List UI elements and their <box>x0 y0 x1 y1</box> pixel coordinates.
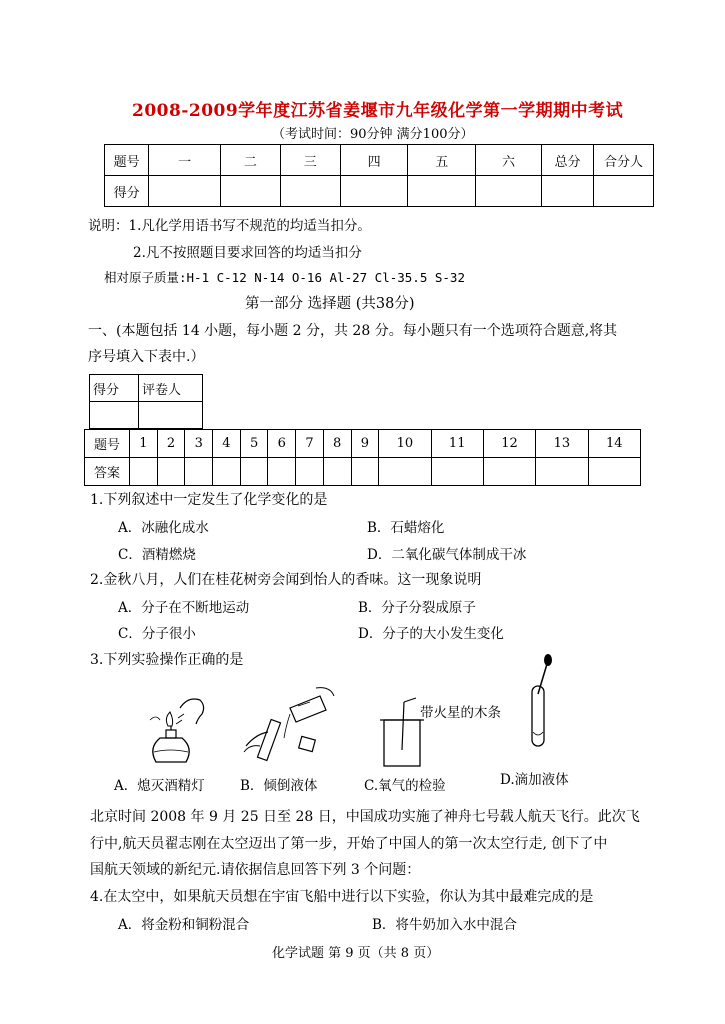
score-row-label: 得分 <box>105 176 149 207</box>
splint-label: 带火星的木条 <box>420 705 501 721</box>
score-table-score-row <box>105 176 654 207</box>
q2-option-c: C．分子很小 <box>118 626 196 642</box>
answer-number-cell: 7 <box>296 430 324 458</box>
q2-stem: 2.金秋八月，人们在桂花树旁会闻到怡人的香味。这一现象说明 <box>90 572 482 588</box>
section-instruction-1: 一、(本题包括 14 小题，每小题 2 分，共 28 分。每小题只有一个选项符合题意,将其 <box>88 323 618 339</box>
q1-option-a: A．冰融化成水 <box>118 520 209 536</box>
answer-number-cell: 12 <box>483 430 535 458</box>
q1-option-b: B．石蜡熔化 <box>367 520 445 536</box>
page-footer: 化学试题 第 9 页（共 8 页） <box>272 946 440 961</box>
q2-option-d: D．分子的大小发生变化 <box>358 626 504 642</box>
score-header-cell: 五 <box>408 145 476 176</box>
answer-cell[interactable] <box>351 458 379 486</box>
score-header-cell: 三 <box>280 145 340 176</box>
score-header-cell: 合分人 <box>594 145 654 176</box>
answer-number-cell: 10 <box>379 430 431 458</box>
answer-header-row <box>85 430 641 458</box>
score-cell[interactable] <box>220 176 280 207</box>
answer-cell[interactable] <box>240 458 268 486</box>
answer-number-cell: 2 <box>157 430 185 458</box>
score-header-cell: 四 <box>340 145 408 176</box>
section-instruction-2: 序号填入下表中.） <box>88 349 205 365</box>
q3-option-c: C.氧气的检验 <box>364 778 446 794</box>
answer-cell[interactable] <box>268 458 296 486</box>
q2-option-a: A．分子在不断地运动 <box>118 600 250 616</box>
answer-header-label: 题号 <box>85 430 130 458</box>
q1-stem: 1.下列叙述中一定发生了化学变化的是 <box>90 492 328 508</box>
score-cell[interactable] <box>408 176 476 207</box>
answer-cell[interactable] <box>185 458 213 486</box>
score-table-header-row <box>105 145 654 176</box>
answer-number-cell: 8 <box>323 430 351 458</box>
answer-input-row <box>85 458 641 486</box>
answer-number-cell: 4 <box>213 430 241 458</box>
score-table <box>104 144 654 207</box>
q4-option-a: A．将金粉和铜粉混合 <box>118 917 250 933</box>
q1-option-c: C．酒精燃烧 <box>118 547 196 563</box>
answer-cell[interactable] <box>379 458 431 486</box>
answer-cell[interactable] <box>130 458 158 486</box>
score-cell[interactable] <box>541 176 593 207</box>
answer-number-cell: 14 <box>588 430 640 458</box>
q3-stem: 3.下列实验操作正确的是 <box>90 652 244 668</box>
passage-line-3: 国航天领域的新纪元.请依据信息回答下列 3 个问题： <box>90 862 421 878</box>
section-title: 第一部分 选择题 (共38分) <box>245 296 415 312</box>
passage-line-1: 北京时间 2008 年 9 月 25 日至 28 日，中国成功实施了神舟七号载人航天飞行。此次飞 <box>90 809 640 825</box>
answer-number-cell: 13 <box>536 430 588 458</box>
exam-title: 2008-2009学年度江苏省姜堰市九年级化学第一学期期中考试 <box>132 101 624 121</box>
answer-cell[interactable] <box>483 458 535 486</box>
grader-score-cell[interactable] <box>90 402 139 429</box>
score-header-cell: 题号 <box>105 145 149 176</box>
note-line-2: 2.凡不按照题目要求回答的均适当扣分 <box>133 245 362 261</box>
q1-option-d: D．二氧化碳气体制成干冰 <box>367 547 527 563</box>
alcohol-lamp-illustration <box>140 690 220 770</box>
answer-number-cell: 9 <box>351 430 379 458</box>
score-cell[interactable] <box>594 176 654 207</box>
answer-number-cell: 11 <box>431 430 483 458</box>
pouring-liquid-illustration <box>238 686 338 776</box>
answer-number-cell: 6 <box>268 430 296 458</box>
grader-name-label: 评卷人 <box>139 375 203 402</box>
grader-score-label: 得分 <box>90 375 139 402</box>
q4-stem: 4.在太空中，如果航天员想在宇宙飞船中进行以下实验，你认为其中最难完成的是 <box>90 889 594 905</box>
answer-cell[interactable] <box>296 458 324 486</box>
answer-cell[interactable] <box>536 458 588 486</box>
answer-cell[interactable] <box>157 458 185 486</box>
q3-option-b: B．倾倒液体 <box>240 778 318 794</box>
atomic-mass-line: 相对原子质量:H-1 C-12 N-14 O-16 Al-27 Cl-35.5 S-32 <box>104 270 465 285</box>
score-cell[interactable] <box>476 176 542 207</box>
answer-table <box>84 429 641 486</box>
score-cell[interactable] <box>149 176 221 207</box>
answer-cell[interactable] <box>323 458 351 486</box>
exam-subtitle: （考试时间：90分钟 满分100分） <box>272 127 474 142</box>
passage-line-2: 行中,航天员翟志刚在太空迈出了第一步，开始了中国人的第一次太空行走, 创下了中 <box>90 836 608 852</box>
answer-number-cell: 1 <box>130 430 158 458</box>
grader-table <box>89 374 203 429</box>
q2-option-b: B．分子分裂成原子 <box>358 600 476 616</box>
answer-row-label: 答案 <box>85 458 130 486</box>
answer-cell[interactable] <box>588 458 640 486</box>
score-cell[interactable] <box>280 176 340 207</box>
answer-cell[interactable] <box>431 458 483 486</box>
score-header-cell: 二 <box>220 145 280 176</box>
dropper-illustration <box>520 652 560 752</box>
note-line-1: 说明：1.凡化学用语书写不规范的均适当扣分。 <box>88 218 371 234</box>
grader-name-cell[interactable] <box>139 402 203 429</box>
score-cell[interactable] <box>340 176 408 207</box>
answer-cell[interactable] <box>213 458 241 486</box>
answer-number-cell: 3 <box>185 430 213 458</box>
q3-option-d: D.滴加液体 <box>500 772 569 788</box>
answer-number-cell: 5 <box>240 430 268 458</box>
q3-option-a: A．熄灭酒精灯 <box>114 778 205 794</box>
score-header-cell: 总分 <box>541 145 593 176</box>
score-header-cell: 六 <box>476 145 542 176</box>
q4-option-b: B．将牛奶加入水中混合 <box>372 917 517 933</box>
score-header-cell: 一 <box>149 145 221 176</box>
